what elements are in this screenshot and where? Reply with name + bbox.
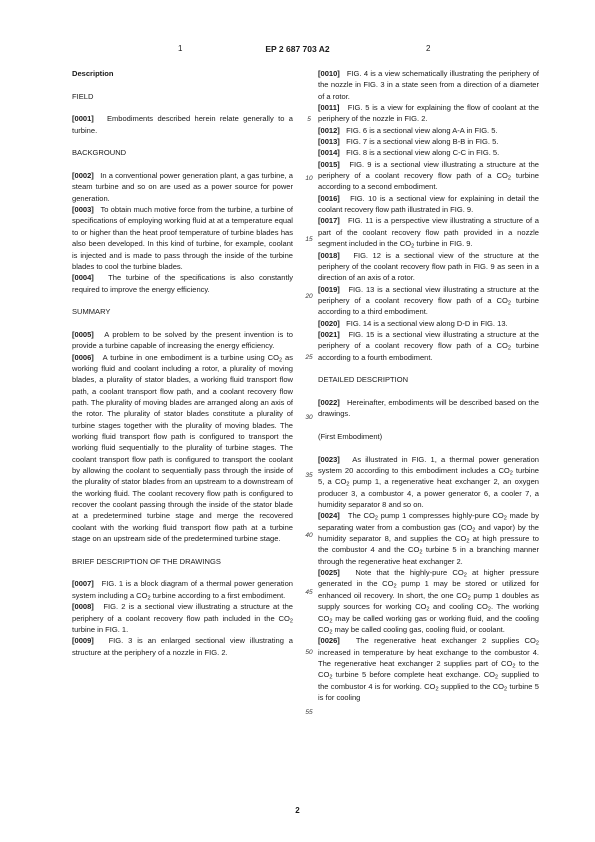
paragraph-0006: [0006] A turbine in one embodiment is a turbine using $CO_2$ as working fluid and coolant including a rotor, a plurality of moving blades, a plurality of stator blades, a working fluid transport flow path, a coolant transport flow path, and a coolant recovery flow path. The plurality of moving blades are arranged along an axis of the rotor. The plurality of stator blades constitute a plurality of turbine stages together with the plurality of moving blades. The working fluid transport flow path is configured to transport the working fluid sequentially to the plurality of turbine stages. The coolant transport flow path is configured to transport the coolant by allowing the coolant to sequentially pass through the inside of the plurality of stator blades from an upstream to a downstream of the working fluid. The coolant recovery flow path is configured to recover the coolant passing through the inside of the stator blade at a predetermined turbine stage and merge the recovered coolant with the working fluid transport flow path at a turbine stage on an upstream side of the predetermined turbine stage. [72,352,293,544]
line-number: 55 [305,709,313,716]
line-number: 40 [305,532,313,539]
right-column [318,68,539,703]
line-number: 30 [305,414,313,421]
paragraph-0021: [0021] FIG. 15 is a sectional view illustrating a structure at the periphery of a coolant recovery flow path of a $CO_2$ turbine according to a fourth embodiment. [318,329,540,362]
paragraph-0013: [0013] FIG. 7 is a sectional view along B-B in FIG. 5. [318,137,499,147]
document-id: EP 2 687 703 A2 [265,44,330,54]
paragraph-0011: [0011] FIG. 5 is a view for explaining the flow of coolant at the periphery of the nozzle in FIG. 2. [318,103,539,124]
heading-background: BACKGROUND [72,148,127,158]
paragraph-0017: [0017] FIG. 11 is a perspective view illustrating a structure of a part of the coolant recovery flow path provided in a nozzle segment included in the $CO_2$ turbine in FIG. 9. [318,216,539,250]
paragraph-0004: [0004] The turbine of the specifications is also constantly required to improve the energy efficiency. [72,273,294,294]
heading-field: FIELD [72,91,94,101]
line-number: 20 [305,293,313,300]
paragraph-0009: [0009] FIG. 3 is an enlarged sectional view illustrating a structure at the periphery of a nozzle in FIG. 2. [72,636,293,657]
line-number: 50 [305,649,313,656]
heading-description: Description [72,69,114,78]
paragraph-0003: [0003] To obtain much motive force from the turbine, a turbine of specifications of employing working fluid at at a temperature equal to or higher than the heat proof temperature of turbine blades has also been developed. In this kind of turbine, for example, coolant is injected and is made to pass through the inside of the turbine blades to cool the turbine blades. [72,205,293,271]
paragraph-0008: [0008] FIG. 2 is a sectional view illustrating a structure at the periphery of a coolant recovery flow path included in the $CO_2$ turbine in FIG. 1. [72,602,294,634]
line-number: 10 [305,175,313,182]
paragraph-0019: [0019] FIG. 13 is a sectional view illustrating a structure at the periphery of a coolant recovery flow path of a $CO_2$ turbine according to a third embodiment. [318,284,540,317]
paragraph-0010: [0010] FIG. 4 is a view schematically illustrating the periphery of the nozzle in FIG. 3 in a state seen from a direction of a diameter of a rotor. [318,69,539,101]
paragraph-0025: [0025] Note that the highly-pure $CO_2$ at higher pressure generated in the $CO_2$ pump 1 may be stored or utilized for enhanced oil recovery. In short, the one $CO_2$ pump 1 doubles as supply sources for working $CO_2$ and cooling $CO_2$. The working $CO_2$ may be called working gas or working fluid, and the cooling $CO_2$ may be called cooling gas, cooling fluid, or coolant. [318,568,539,636]
line-number: 5 [307,116,311,123]
paragraph-0023: [0023] As illustrated in FIG. 1, a thermal power generation system 20 according to this embodiment includes a $CO_2$ turbine 5, a $CO_2$ pump 1, a regenerative heat exchanger 2, an oxygen producer 3, a combustor 4, a power generator 6, a cooler 7, a humidity separator 8 and so on. [318,454,539,510]
paragraph-0022: [0022] Hereinafter, embodiments will be described based on the drawings. [318,397,539,419]
column-number-left: 1 [178,44,183,53]
paragraph-0020: [0020] FIG. 14 is a sectional view along D-D in FIG. 13. [318,318,508,328]
heading-detailed-description: DETAILED DESCRIPTION [318,375,409,385]
line-number: 35 [305,472,313,479]
paragraph-0002: [0002] In a conventional power generation plant, a gas turbine, a steam turbine and so on are used as a power source for power generation. [72,171,293,203]
heading-summary: SUMMARY [72,307,111,317]
line-number: 15 [305,236,313,243]
paragraph-0014: [0014] FIG. 8 is a sectional view along C-C in FIG. 5. [318,148,500,158]
left-column [72,68,293,658]
paragraph-0015: [0015] FIG. 9 is a sectional view illustrating a structure at the periphery of a coolant recovery flow path of a $CO_2$ turbine according to a second embodiment. [318,159,540,192]
paragraph-0005: [0005] A problem to be solved by the present invention is to provide a turbine capable of increasing the energy efficiency. [72,329,293,351]
paragraph-0007: [0007] FIG. 1 is a block diagram of a thermal power generation system including a $CO_2$ turbine according to a first embodiment. [72,579,293,602]
paragraph-0012: [0012] FIG. 6 is a sectional view along A-A in FIG. 5. [318,125,498,135]
column-number-right: 2 [426,44,431,53]
line-number: 45 [305,589,313,596]
heading-brief-description: BRIEF DESCRIPTION OF THE DRAWINGS [72,556,221,566]
line-number: 25 [305,354,313,361]
paragraph-0026: [0026] The regenerative heat exchanger 2 supplies $CO_2$ increased in temperature by heat exchange to the combustor 4. The regenerative heat exchanger 2 supplies part of $CO_2$ to the $CO_2$ turbine 5 before complete heat exchange. $CO_2$ supplied to the combustor 4 is for working. $CO_2$ supplied to the $CO_2$ turbine 5 is for cooling [318,636,540,702]
paragraph-0001: [0001] Embodiments described herein relate generally to a turbine. [72,114,293,135]
paragraph-0018: [0018] FIG. 12 is a sectional view of the structure at the periphery of the coolant recovery flow path in FIG. 9 as seen in a direction of an axis of a rotor. [318,250,539,283]
heading-first-embodiment: (First Embodiment) [318,432,383,441]
paragraph-0016: [0016] FIG. 10 is a sectional view for explaining in detail the coolant recovery flow path illustrated in FIG. 9. [318,193,539,215]
page-number: 2 [295,806,300,815]
paragraph-0024: [0024] The $CO_2$ pump 1 compresses highly-pure $CO_2$ made by separating water from a combustion gas ($CO_2$ and vapor) by the humidity separator 8, and supplies the $CO_2$ at high pressure to the combustor 4 and the $CO_2$ turbine 5 in a branching manner through the regenerative heat exchanger 2. [318,511,540,566]
